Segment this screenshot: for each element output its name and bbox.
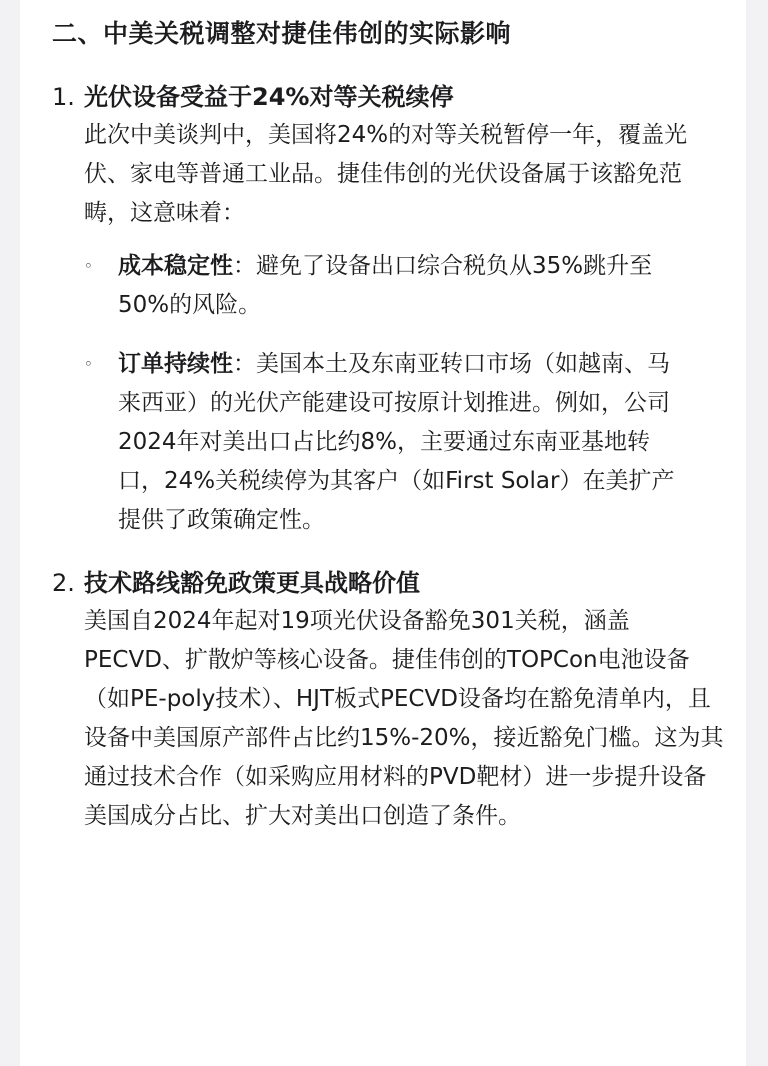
bullet-detail: ：美国本土及东南亚转口市场（如越南、马来西亚）的光伏产能建设可按原计划推进。例如，公司2024年对美出口占比约8%，主要通过东南亚基地转口，24%关税续停为其客户（如First Solar）在美扩产提供了政策确定性。	[118, 351, 675, 533]
section-2-title	[52, 564, 726, 602]
section-2-number: 2.	[52, 569, 75, 597]
section-1	[52, 78, 726, 540]
section-1-bullets	[84, 247, 726, 540]
section-1-body	[52, 116, 726, 540]
bullet-circle-icon: ◦	[84, 355, 93, 373]
section-heading: 二、中美关税调整对捷佳伟创的实际影响	[52, 19, 512, 48]
section-1-title	[52, 78, 726, 116]
list-item	[84, 247, 726, 325]
article-content	[52, 14, 726, 860]
bullet-text	[118, 345, 726, 540]
bullet-heading: 订单持续性	[118, 351, 233, 377]
bullet-detail: ：避免了设备出口综合税负从35%跳升至50%的风险。	[118, 253, 653, 318]
section-2-intro: 美国自2024年起对19项光伏设备豁免301关税，涵盖PECVD、扩散炉等核心设备。捷佳伟创的TOPCon电池设备（如PE-poly技术）、HJT板式PECVD设备均在豁免清单内，且设备中美国原产部件占比约15%-20%，接近豁免门槛。这为其通过技术合作（如采购应用材料的PVD靶材）进一步提升设备美国成分占比、扩大对美出口创造了条件。	[84, 608, 724, 829]
section-1-title-text: 光伏设备受益于24%对等关税续停	[84, 83, 454, 111]
list-item	[84, 345, 726, 540]
article-card	[20, 0, 746, 1066]
bullet-heading: 成本稳定性	[118, 253, 233, 279]
section-2-body	[52, 602, 726, 836]
section-2	[52, 564, 726, 836]
section-1-intro: 此次中美谈判中，美国将24%的对等关税暂停一年，覆盖光伏、家电等普通工业品。捷佳伟创的光伏设备属于该豁免范畴，这意味着：	[84, 122, 688, 226]
section-1-number: 1.	[52, 83, 75, 111]
section-2-title-text: 技术路线豁免政策更具战略价值	[84, 569, 420, 597]
bullet-circle-icon: ◦	[84, 257, 93, 275]
bullet-text	[118, 247, 726, 325]
